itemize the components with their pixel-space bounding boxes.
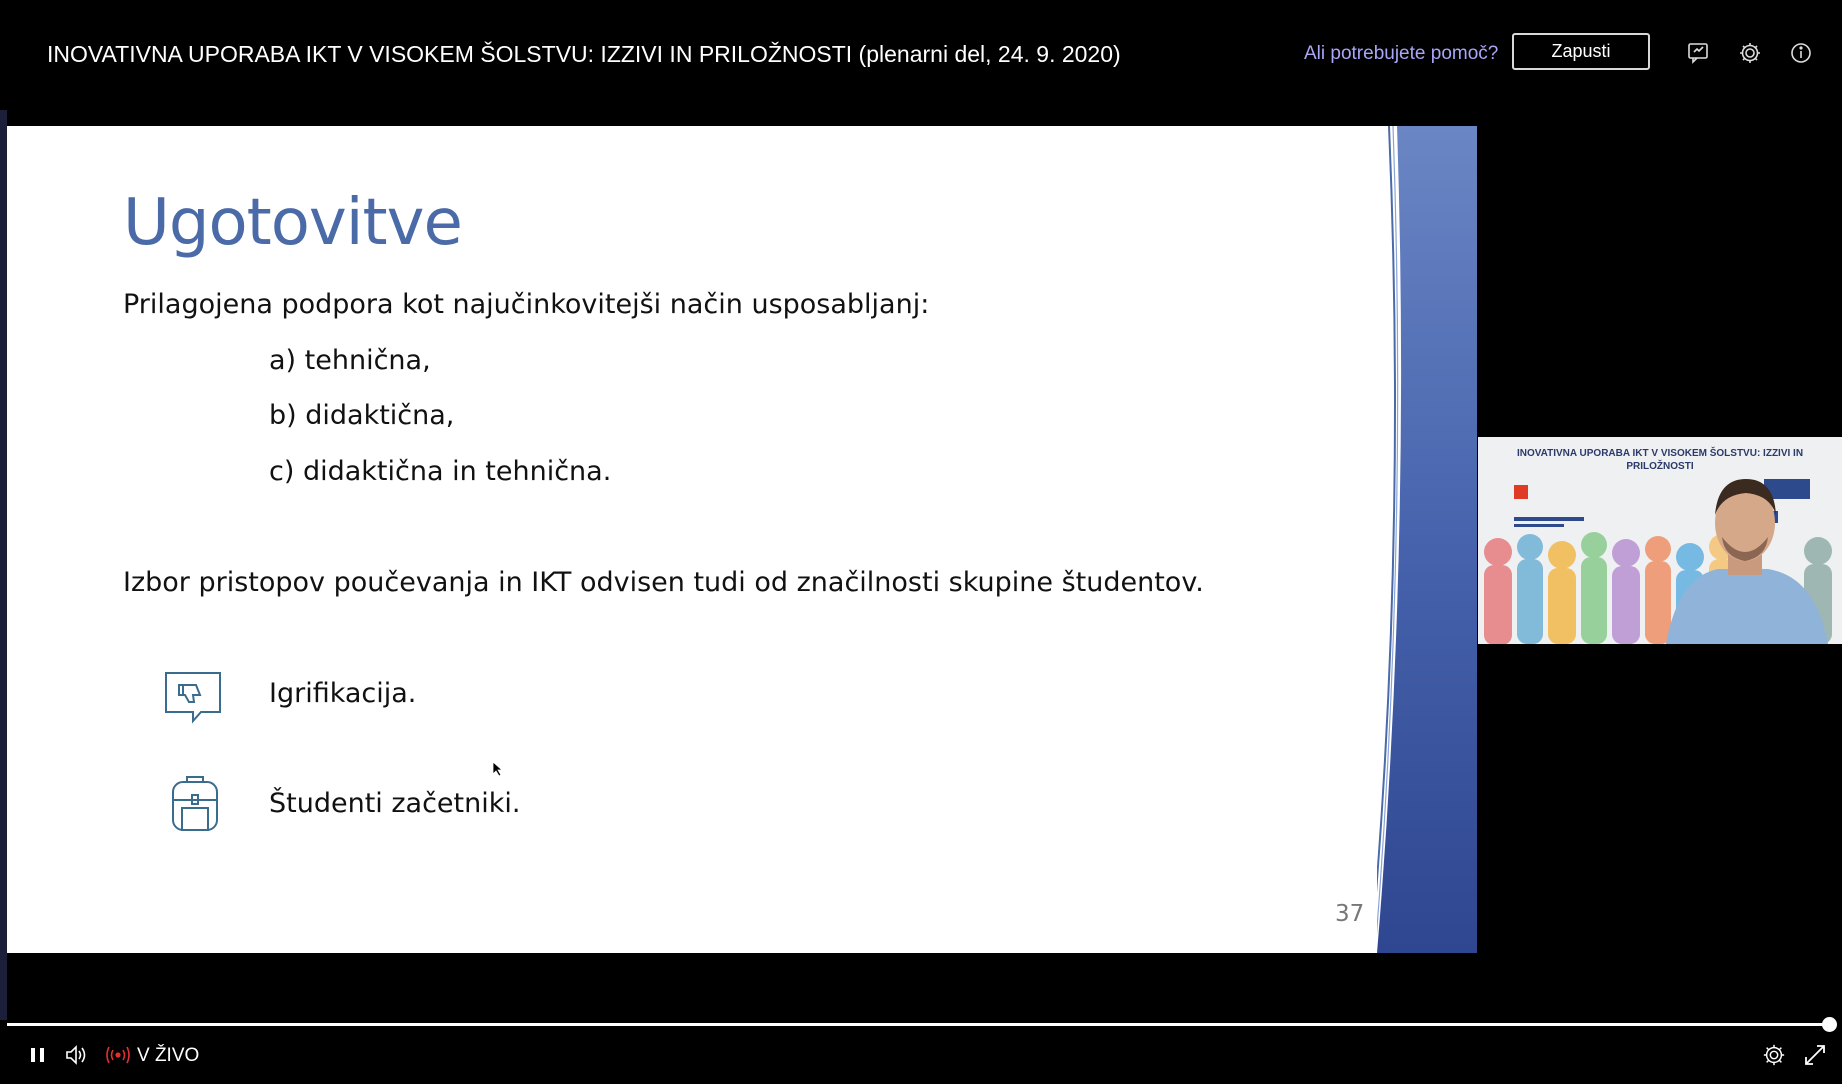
slide-option-c: c) didaktična in tehnična. — [269, 456, 612, 487]
slide-statement: Izbor pristopov poučevanja in IKT odvisen tudi od značilnosti skupine študentov. — [123, 567, 1204, 598]
feedback-icon[interactable] — [1685, 40, 1711, 66]
fullscreen-icon[interactable] — [1803, 1043, 1827, 1067]
pause-icon[interactable] — [28, 1045, 48, 1065]
progress-handle[interactable] — [1822, 1017, 1837, 1032]
player-settings-icon[interactable] — [1762, 1043, 1786, 1067]
leave-button[interactable]: Zapusti — [1512, 33, 1650, 70]
live-broadcast-icon — [105, 1045, 131, 1065]
volume-icon[interactable] — [64, 1043, 90, 1067]
speaker-video[interactable] — [1478, 437, 1842, 644]
slide-item-beginners: Študenti začetniki. — [269, 788, 521, 819]
top-bar — [0, 0, 1842, 110]
live-label: V ŽIVO — [137, 1045, 200, 1066]
progress-fill — [7, 1023, 1831, 1026]
slide-option-a: a) tehnična, — [269, 345, 431, 376]
slide-page-number: 37 — [1335, 901, 1365, 927]
slide-decoration — [1377, 126, 1477, 953]
event-title: INOVATIVNA UPORABA IKT V VISOKEM ŠOLSTVU: IZZIVI IN PRILOŽNOSTI (plenarni del, 24. 9. 2020) — [47, 41, 1121, 67]
slide-item-gamification: Igrifikacija. — [269, 678, 417, 709]
presentation-slide — [7, 126, 1477, 953]
info-icon[interactable] — [1788, 40, 1814, 66]
window-edge — [0, 60, 7, 1020]
mouse-cursor-icon — [492, 761, 504, 777]
settings-icon[interactable] — [1737, 40, 1763, 66]
help-link[interactable]: Ali potrebujete pomoč? — [1304, 43, 1499, 64]
speaker-banner-title: INOVATIVNA UPORABA IKT V VISOKEM ŠOLSTVU: IZZIVI IN PRILOŽNOSTI — [1516, 448, 1804, 472]
slide-intro: Prilagojena podpora kot najučinkovitejši način usposabljanj: — [123, 289, 930, 320]
progress-bar[interactable] — [7, 1023, 1831, 1026]
slide-heading: Ugotovitve — [123, 186, 462, 260]
slide-option-b: b) didaktična, — [269, 400, 455, 431]
thumbs-down-speech-icon — [163, 670, 223, 724]
backpack-icon — [167, 772, 223, 834]
